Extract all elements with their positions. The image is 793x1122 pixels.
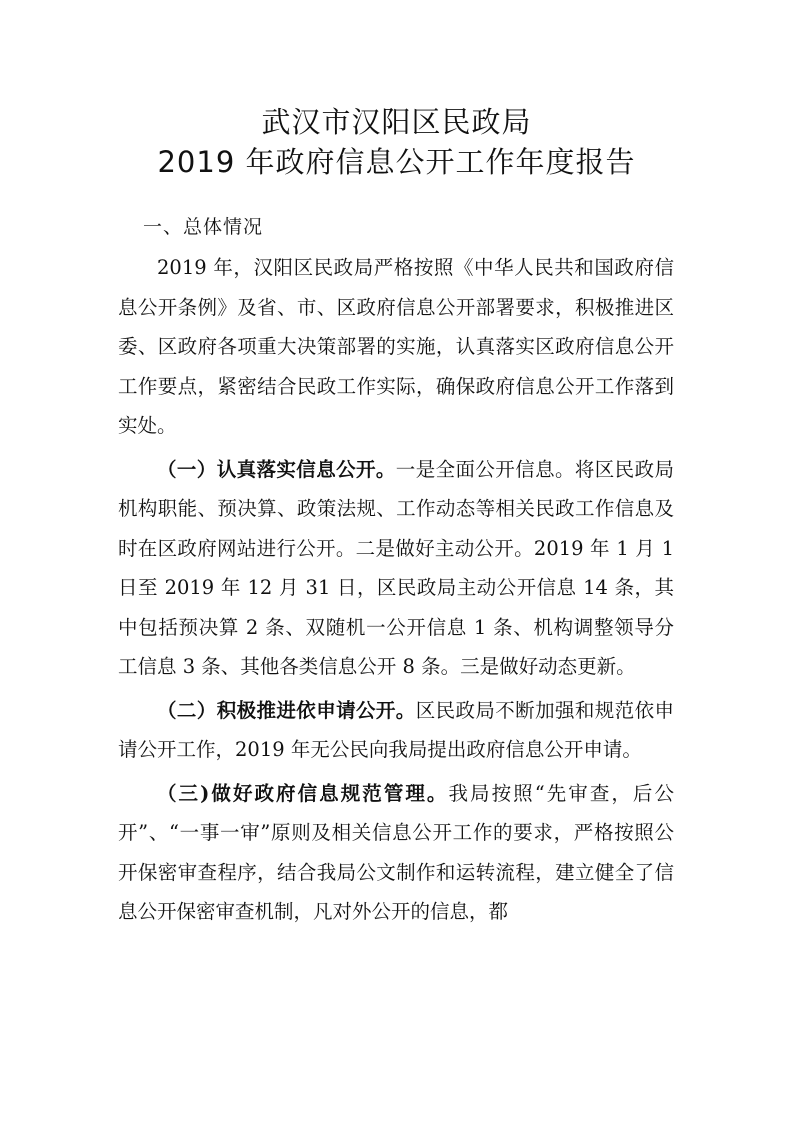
paragraph-application-text: 区民政局不断加强和规范依申请公开工作，2019 年无公民向我局提出政府信息公开申请。 bbox=[118, 698, 674, 761]
paragraph-disclosure-lead: （一）认真落实信息公开。 bbox=[157, 457, 396, 481]
paragraph-application bbox=[118, 691, 674, 770]
paragraph-intro bbox=[118, 248, 674, 446]
document-body bbox=[118, 248, 674, 936]
paragraph-intro-text: 2019 年，汉阳区民政局严格按照《中华人民共和国政府信息公开条例》及省、市、区政府信息公开部署要求，积极推进区委、区政府各项重大决策部署的实施，认真落实区政府信息公开工作要点，紧密结合民政工作实际，确保政府信息公开工作落到实处。 bbox=[118, 256, 674, 437]
paragraph-disclosure bbox=[118, 450, 674, 687]
document-title-line1: 武汉市汉阳区民政局 bbox=[261, 105, 532, 139]
paragraph-management bbox=[118, 774, 674, 932]
paragraph-disclosure-text: 一是全面公开信息。将区民政局机构职能、预决算、政策法规、工作动态等相关民政工作信息及时在区政府网站进行公开。二是做好主动公开。2019 年 1 月 1 日至 2019 年 12 月 31 日，区民政局主动公开信息 14 条，其中包括预决算 2 条、双随机一公开信息 1 条、机构调整领导分工信息 3 条、其他各类信息公开 8 条。三是做好动态更新。 bbox=[118, 457, 674, 678]
document-title-line2: 2019 年政府信息公开工作年度报告 bbox=[157, 145, 636, 179]
paragraph-management-lead: （三)做好政府信息规范管理。 bbox=[157, 781, 449, 805]
paragraph-management-text: 我局按照“先审查，后公开”、“一事一审”原则及相关信息公开工作的要求，严格按照公开保密审查程序，结合我局公文制作和运转流程，建立健全了信息公开保密审查机制，凡对外公开的信息，都 bbox=[118, 781, 674, 923]
paragraph-application-lead: （二）积极推进依申请公开。 bbox=[157, 698, 416, 722]
section-heading-overview: 一、总体情况 bbox=[143, 216, 264, 238]
